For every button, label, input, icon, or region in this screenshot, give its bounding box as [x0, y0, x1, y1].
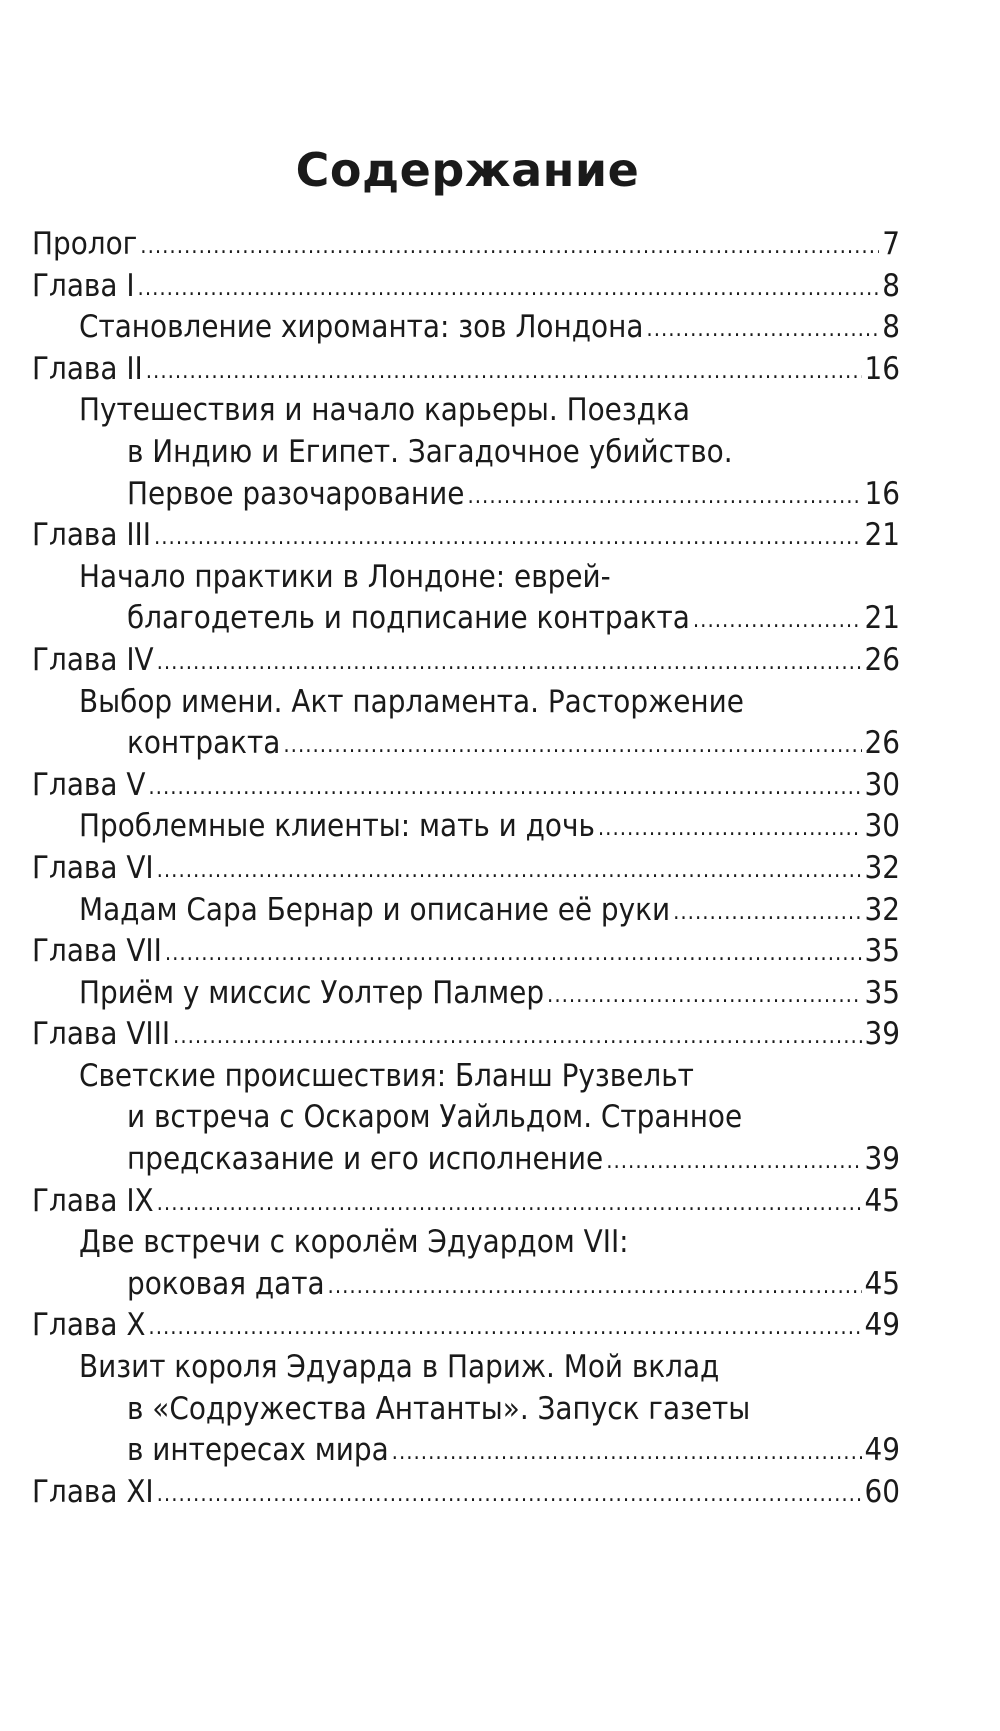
dot-leader	[328, 1266, 862, 1306]
toc-page-number: 32	[864, 891, 900, 928]
dot-leader	[646, 309, 879, 349]
toc-entry-label: Первое разочарование	[127, 475, 465, 512]
dot-leader	[547, 975, 861, 1015]
toc-page-number: 21	[864, 517, 900, 554]
toc-entry-label: роковая дата	[127, 1265, 325, 1302]
toc-entry-label: Глава III	[32, 517, 151, 554]
toc-page-number: 39	[864, 1141, 900, 1178]
toc-row: Светские происшествия: Бланш Рузвельт	[79, 1057, 694, 1094]
toc-entry-label: контракта	[127, 725, 281, 762]
dot-leader	[283, 725, 861, 765]
dot-leader	[606, 1141, 861, 1181]
toc-row	[32, 224, 900, 266]
toc-entry-label: Глава II	[32, 350, 143, 387]
toc-entry-label: Глава V	[32, 766, 146, 803]
toc-row: Две встречи с королём Эдуардом VII:	[79, 1224, 629, 1261]
toc-entry-label: Глава VI	[32, 849, 154, 886]
toc-page-number: 8	[882, 309, 900, 346]
toc-row	[32, 1264, 900, 1306]
dot-leader	[138, 268, 880, 308]
dot-leader	[148, 1307, 861, 1347]
toc-row	[32, 765, 900, 807]
toc-page-number: 39	[864, 1016, 900, 1053]
dot-leader	[157, 1183, 862, 1223]
toc-page-number: 8	[882, 267, 900, 304]
toc-entry-label: Глава IX	[32, 1182, 154, 1219]
toc-entry-label: благодетель и подписание контракта	[127, 600, 690, 637]
toc-page-number: 16	[864, 350, 900, 387]
dot-leader	[173, 1016, 861, 1056]
toc-row	[32, 973, 900, 1015]
toc-row	[32, 307, 900, 349]
toc-entry-label: предсказание и его исполнение	[127, 1141, 604, 1178]
page-title: Содержание	[295, 143, 640, 197]
dot-leader	[673, 892, 861, 932]
dot-leader	[157, 850, 862, 890]
toc-row: Путешествия и начало карьеры. Поездка	[79, 392, 690, 429]
toc-row	[32, 1472, 900, 1514]
toc-page-number: 16	[864, 475, 900, 512]
toc-entry-label: Глава VIII	[32, 1016, 171, 1053]
toc-row	[32, 515, 900, 557]
toc-entry-label: Становление хироманта: зов Лондона	[79, 309, 644, 346]
toc-row	[32, 266, 900, 308]
toc-entry-label: Мадам Сара Бернар и описание её руки	[79, 891, 671, 928]
toc-page-number: 21	[864, 600, 900, 637]
toc-row	[32, 598, 900, 640]
toc-row	[32, 1305, 900, 1347]
toc-page-number: 60	[864, 1473, 900, 1510]
toc-entry-label: Глава I	[32, 267, 135, 304]
dot-leader	[467, 476, 861, 516]
dot-leader	[146, 351, 862, 391]
toc-row	[32, 848, 900, 890]
dot-leader	[154, 517, 862, 557]
toc-entry-label: в интересах мира	[127, 1432, 389, 1469]
toc-page-number: 26	[864, 725, 900, 762]
toc-page-number: 49	[864, 1307, 900, 1344]
toc-page-number: 7	[882, 226, 900, 262]
toc-row: в Индию и Египет. Загадочное убийство.	[127, 433, 733, 470]
toc-page-number: 35	[864, 974, 900, 1011]
dot-leader	[140, 226, 879, 266]
toc-page-number: 45	[864, 1265, 900, 1302]
dot-leader	[165, 933, 862, 973]
dot-leader	[148, 767, 861, 807]
toc-row: и встреча с Оскаром Уайльдом. Странное	[127, 1099, 743, 1136]
toc-entry-label: Проблемные клиенты: мать и дочь	[79, 808, 595, 845]
toc-row	[32, 1181, 900, 1223]
toc-row	[32, 806, 900, 848]
toc-row	[32, 890, 900, 932]
toc-entry-label: Глава X	[32, 1307, 146, 1344]
toc-row	[32, 931, 900, 973]
toc-page-number: 45	[864, 1182, 900, 1219]
toc-entry-label: Пролог	[32, 226, 138, 262]
toc-row	[32, 1014, 900, 1056]
toc-row	[32, 723, 900, 765]
dot-leader	[598, 808, 862, 848]
dot-leader	[392, 1432, 862, 1472]
toc-row	[32, 349, 900, 391]
dot-leader	[693, 600, 862, 640]
toc-row	[32, 1139, 900, 1181]
dot-leader	[157, 1474, 862, 1514]
toc-entry-label: Глава VII	[32, 933, 162, 970]
toc-page-number: 32	[864, 849, 900, 886]
toc-row: в «Содружества Антанты». Запуск газеты	[127, 1390, 751, 1427]
toc-row: Выбор имени. Акт парламента. Расторжение	[79, 683, 744, 720]
toc-page-number: 35	[864, 933, 900, 970]
toc-page-number: 30	[864, 766, 900, 803]
toc-page-number: 26	[864, 641, 900, 678]
toc-row: Начало практики в Лондоне: еврей-	[79, 558, 611, 595]
toc-page-number: 30	[864, 808, 900, 845]
toc-page-number: 49	[864, 1432, 900, 1469]
toc-entry-label: Приём у миссис Уолтер Палмер	[79, 974, 545, 1011]
dot-leader	[157, 642, 862, 682]
toc-row: Визит короля Эдуарда в Париж. Мой вклад	[79, 1349, 720, 1386]
table-of-contents	[32, 224, 900, 1513]
toc-entry-label: Глава IV	[32, 641, 154, 678]
toc-row	[32, 640, 900, 682]
toc-row	[32, 1430, 900, 1472]
toc-entry-label: Глава XI	[32, 1473, 154, 1510]
toc-row	[32, 474, 900, 516]
